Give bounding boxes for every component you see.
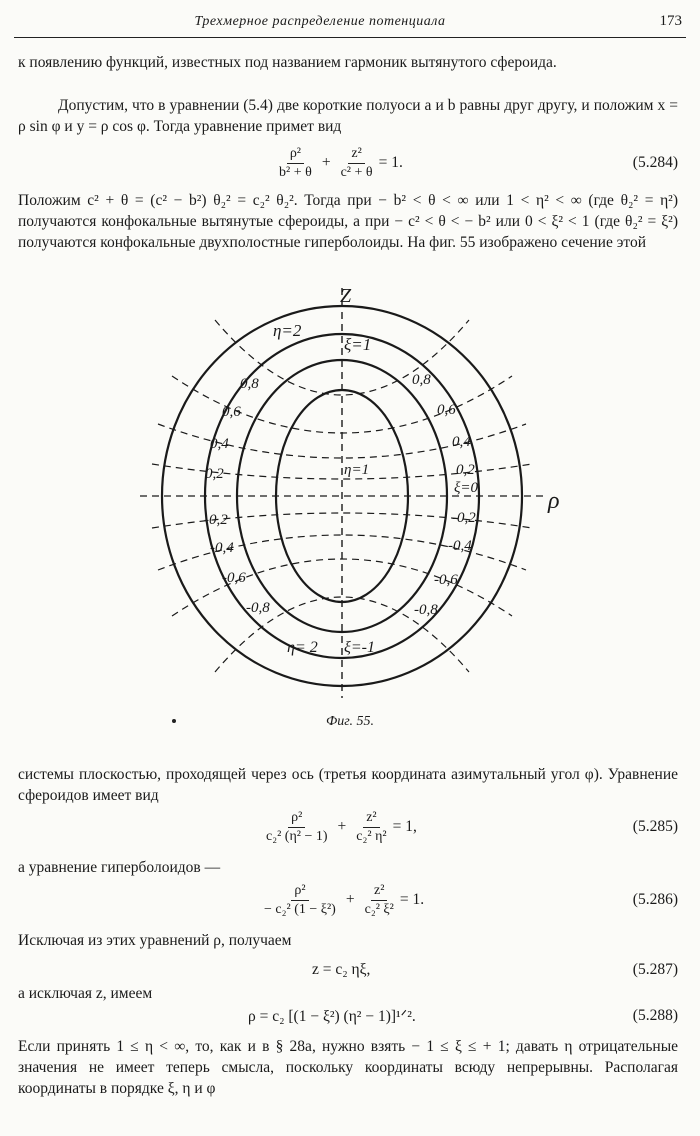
label-eta-1: η=1 [344,462,370,478]
paragraph-3: Положим c² + θ = (c² − b²) θ₂² = c₂² θ₂². Тогда при − b² < θ < ∞ или 1 < η² < ∞ (где θ₂² = η²) получаются конфокальные вытянутые сфероиды, а при − c² < θ < − b² или 0 < ξ² < 1 (где θ₂² = ξ²) получаются конфокальные двухполостные гиперболоиды. На фиг. 55 изображено сечение этой [18,192,678,251]
label-xi-minus-1: ξ=-1 [344,639,375,656]
eq286-rhs: = 1. [399,891,425,908]
eq285-rhs: = 1, [392,818,417,835]
label-right-0-6: 0,6 [437,402,456,418]
equation-5-286 [18,880,678,920]
eq284-rhs: = 1. [378,154,403,171]
label-right-minus-0-8: -0,8 [414,602,438,618]
eq285-num1: ρ² [288,810,305,828]
label-left-0-4: 0,4 [210,436,229,452]
paragraph-4: системы плоскостью, проходящей через ось (третья координата азимутальный угол φ). Уравнение сфероидов имеет вид [18,766,678,804]
eq286-den1: − c₂² (1 − ξ²) [264,901,336,917]
figure-55-diagram [0,280,700,710]
label-right-minus-0-4: -0,4 [448,538,472,554]
axis-z-label: Z [340,285,352,307]
figure-caption: Фиг. 55. [325,714,375,729]
label-left-minus-0-8: -0,8 [246,600,270,616]
label-right-0-4: 0,4 [452,434,471,450]
paragraph-8: Если принять 1 ≤ η < ∞, то, как и в § 28а, нужно взять − 1 ≤ ξ ≤ + 1; давать η отрицательные значения не имеет теперь смысла, поскольку координаты всюду непрерывны. Располагая координаты в порядке ξ, η и φ [18,1038,678,1097]
label-left-minus-0-6: -0,6 [222,570,246,586]
eq284-num1: ρ² [287,146,304,164]
eq285-den1: c₂² (η² − 1) [266,828,328,844]
eq286-plus: + [345,891,355,908]
equation-5-288 [18,996,678,1036]
eq285-num2: z² [363,810,379,828]
eq288-expression: ρ = c₂ [(1 − ξ²) (η² − 1)]¹ᐟ². [248,1007,416,1025]
eq284-den1: b² + θ [279,164,312,180]
eq287-expression: z = c₂ ηξ, [312,961,371,978]
eq286-num2: z² [371,883,387,901]
eq288-number: (5.288) [632,1007,678,1024]
page-number: 173 [659,13,682,29]
paragraph-7: а исключая z, имеем [18,985,153,1002]
label-left-minus-0-2: -0,2 [204,512,228,528]
label-left-0-8: 0,8 [240,376,259,392]
equation-5-285 [18,807,678,847]
eq286-num1: ρ² [291,883,308,901]
label-xi-1: ξ=1 [344,335,372,354]
paragraph-5: а уравнение гиперболоидов — [18,859,221,876]
header-rule [14,37,686,38]
eq285-den2: c₂² η² [356,828,387,844]
eq285-number: (5.285) [632,818,678,835]
label-right-minus-0-2: -0,2 [452,510,476,526]
label-left-0-6: 0,6 [222,404,241,420]
eq286-den2: c₂² ξ² [364,901,394,917]
eq284-den2: c² + θ [340,164,373,180]
eq285-plus: + [337,818,347,835]
eq284-number: (5.284) [632,154,678,171]
eq287-number: (5.287) [632,961,678,978]
running-header-title: Трехмерное распределение потенциала [194,14,446,29]
paragraph-2: Допустим, что в уравнении (5.4) две короткие полуоси a и b равны друг другу, и положим x = ρ sin φ и y = ρ cos φ. Тогда уравнение примет вид [18,97,678,135]
equation-5-284 [18,143,678,183]
label-right-0-2: 0,2 [456,462,475,478]
eq284-num2: z² [348,146,364,164]
eq284-plus: + [321,154,331,171]
label-left-0-2: 0,2 [205,466,224,482]
label-left-minus-0-4: -0,4 [210,540,234,556]
axis-rho-label: ρ [548,488,560,514]
label-right-0-8: 0,8 [412,372,431,388]
label-eta-2-bottom: η= 2 [287,639,318,656]
label-xi-0: ξ=0 [454,480,479,496]
paragraph-1: к появлению функций, известных под названием гармоник вытянутого сфероида. [18,54,557,71]
label-right-minus-0-6: -0,6 [434,572,458,588]
label-eta-2-top: η=2 [273,321,302,340]
eq286-number: (5.286) [632,891,678,908]
paragraph-6: Исключая из этих уравнений ρ, получаем [18,932,292,949]
